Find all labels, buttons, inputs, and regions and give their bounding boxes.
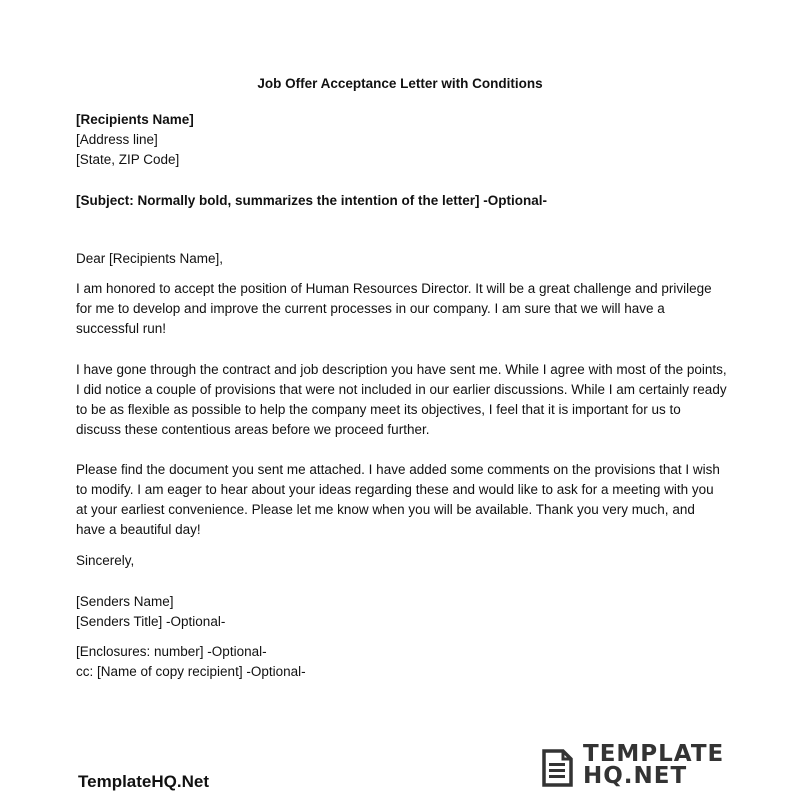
recipient-name: [Recipients Name] xyxy=(76,112,194,127)
closing: Sincerely, xyxy=(76,553,135,568)
paragraph-line: successful run! xyxy=(76,321,167,336)
paragraph-line: to be as flexible as possible to help the company meet its objectives, I feel that it is important for us to xyxy=(76,402,681,417)
enclosure-block xyxy=(76,642,736,682)
enclosures: [Enclosures: number] -Optional- xyxy=(76,644,267,659)
sender-title: [Senders Title] -Optional- xyxy=(76,614,226,629)
paragraph-line: I have gone through the contract and job description you have sent me. While I agree with most of the points, xyxy=(76,362,727,377)
paragraph-3 xyxy=(76,460,736,540)
subject-line: [Subject: Normally bold, summarizes the intention of the letter] -Optional- xyxy=(76,193,548,208)
brand-logo xyxy=(541,741,731,791)
signature-block xyxy=(76,592,736,632)
logo-wordmark xyxy=(583,743,724,787)
cc-line: cc: [Name of copy recipient] -Optional- xyxy=(76,664,306,679)
paragraph-line: for me to develop and improve the current processes in our company. I am sure that we will have a xyxy=(76,301,665,316)
recipient-address: [Address line] xyxy=(76,132,158,147)
sender-name: [Senders Name] xyxy=(76,594,174,609)
paragraph-line: discuss these contentious areas before we proceed further. xyxy=(76,422,430,437)
paragraph-2 xyxy=(76,360,736,440)
paragraph-line: Please find the document you sent me attached. I have added some comments on the provisions that I wish xyxy=(76,462,720,477)
paragraph-line: I am honored to accept the position of Human Resources Director. It will be a great challenge and privilege xyxy=(76,281,712,296)
document-icon xyxy=(541,745,577,789)
paragraph-line: have a beautiful day! xyxy=(76,522,201,537)
paragraph-line: I did notice a couple of provisions that were not included in our earlier discussions. While I am certainly ready xyxy=(76,382,727,397)
logo-line-1: TEMPLATE xyxy=(583,741,725,767)
paragraph-line: to modify. I am eager to hear about your ideas regarding these and would like to ask for a meeting with you xyxy=(76,482,714,497)
salutation: Dear [Recipients Name], xyxy=(76,251,224,266)
document-title: Job Offer Acceptance Letter with Conditions xyxy=(257,76,543,91)
recipient-state-zip: [State, ZIP Code] xyxy=(76,152,180,167)
paragraph-1 xyxy=(76,279,736,339)
recipient-block xyxy=(76,110,736,170)
logo-line-2: HQ.NET xyxy=(583,763,688,789)
footer-site-text: TemplateHQ.Net xyxy=(78,772,209,791)
paragraph-line: at your earliest convenience. Please let me know when you will be available. Thank you very much, and xyxy=(76,502,695,517)
